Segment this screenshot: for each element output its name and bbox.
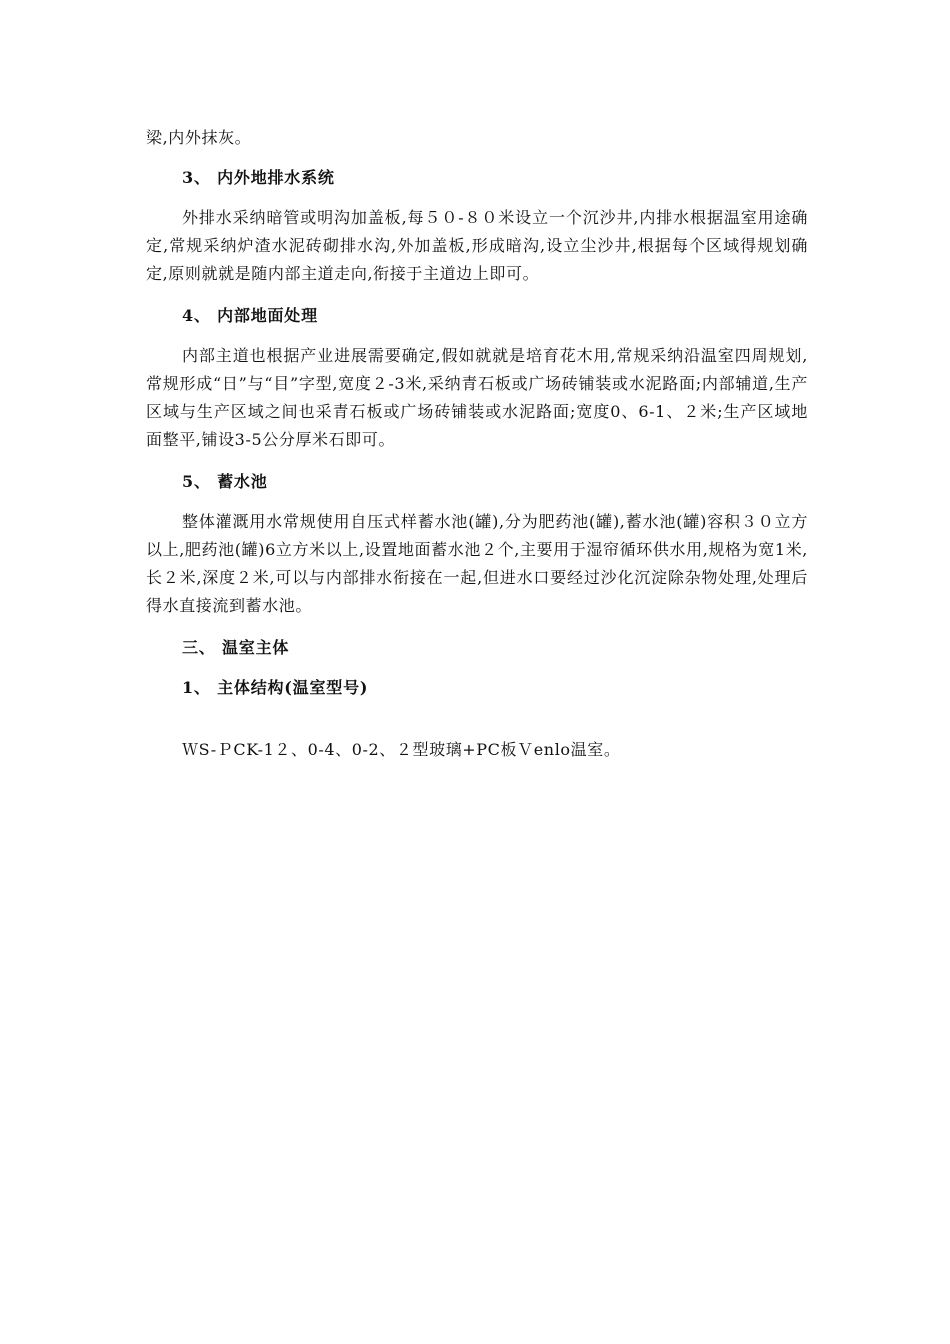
part-3-heading: 三、 温室主体 — [182, 638, 290, 657]
document-body — [146, 124, 808, 764]
section-4-heading: 4、 内部地面处理 — [182, 306, 318, 325]
section-3-body: 外排水采纳暗管或明沟加盖板,每５０-８０米设立一个沉沙井,内排水根据温室用途确定,常规采纳炉渣水泥砖砌排水沟,外加盖板,形成暗沟,设立尘沙井,根据每个区域得规划确定,原则就就是随内部主道走向,衔接于主道边上即可。 — [146, 208, 808, 283]
subsection-1-body: ＷS-ＰCK-1２、0-4、0-2、２型玻璃+PC板Ｖenlo温室。 — [182, 740, 621, 759]
section-4-body: 内部主道也根据产业进展需要确定,假如就就是培育花木用,常规采纳沿温室四周规划,常规形成“日”与“目”字型,宽度２-3米,采纳青石板或广场砖铺装或水泥路面;内部辅道,生产区域与生产区域之间也采青石板或广场砖铺装或水泥路面;宽度0、6-1、２米;生产区域地面整平,铺设3-5公分厚米石即可。 — [146, 346, 808, 449]
section-5-body: 整体灌溉用水常规使用自压式样蓄水池(罐),分为肥药池(罐),蓄水池(罐)容积３０立方以上,肥药池(罐)6立方米以上,设置地面蓄水池２个,主要用于湿帘循环供水用,规格为宽1米,长２米,深度２米,可以与内部排水衔接在一起,但进水口要经过沙化沉淀除杂物处理,处理后得水直接流到蓄水池。 — [146, 512, 808, 615]
subsection-1-heading: 1、 主体结构(温室型号) — [182, 678, 369, 697]
intro-line: 梁,内外抹灰。 — [146, 128, 252, 147]
section-3-heading: 3、 内外地排水系统 — [182, 168, 335, 187]
section-5-heading: 5、 蓄水池 — [182, 472, 268, 491]
